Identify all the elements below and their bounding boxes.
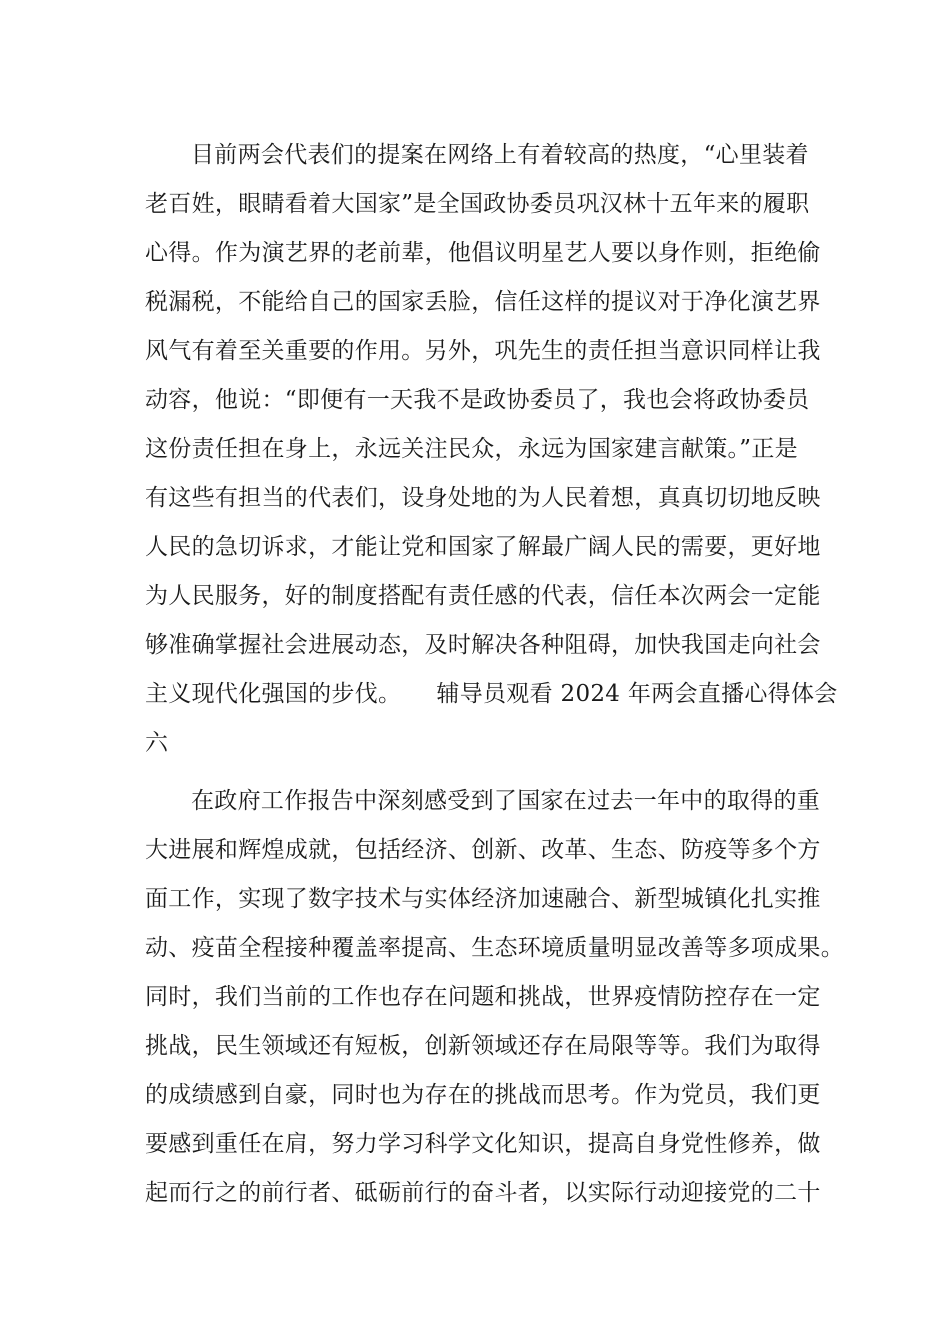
paragraph-line: 六 xyxy=(145,730,169,756)
paragraph-line: 目前两会代表们的提案在网络上有着较高的热度，“心里装着 xyxy=(191,142,809,168)
paragraph-line: 人民的急切诉求，才能让党和国家了解最广阔人民的需要，更好地 xyxy=(145,534,821,560)
paragraph-line: 动容，他说：“即便有一天我不是政协委员了，我也会将政协委员 xyxy=(145,387,810,413)
paragraph-line: 同时，我们当前的工作也存在问题和挑战，世界疫情防控存在一定 xyxy=(145,984,821,1010)
paragraph-line: 税漏税，不能给自己的国家丢脸，信任这样的提议对于净化演艺界 xyxy=(145,289,821,315)
paragraph-line: 挑战，民生领域还有短板，创新领域还存在局限等等。我们为取得 xyxy=(145,1033,821,1059)
paragraph-line: 风气有着至关重要的作用。另外，巩先生的责任担当意识同样让我 xyxy=(145,338,821,364)
paragraph-line: 在政府工作报告中深刻感受到了国家在过去一年中的取得的重 xyxy=(191,788,821,814)
paragraph-line: 这份责任担在身上，永远关注民众，永远为国家建言献策。”正是 xyxy=(145,436,798,462)
paragraph-line: 要感到重任在肩，努力学习科学文化知识，提高自身党性修养，做 xyxy=(145,1131,821,1157)
paragraph-line: 起而行之的前行者、砥砺前行的奋斗者，以实际行动迎接党的二十 xyxy=(145,1180,821,1206)
paragraph-line: 动、疫苗全程接种覆盖率提高、生态环境质量明显改善等多项成果。 xyxy=(145,935,844,961)
paragraph-line: 老百姓，眼睛看着大国家”是全国政协委员巩汉林十五年来的履职 xyxy=(145,191,810,217)
paragraph-line: 心得。作为演艺界的老前辈，他倡议明星艺人要以身作则，拒绝偷 xyxy=(145,240,821,266)
paragraph-line: 主义现代化强国的步伐。 辅导员观看 2024 年两会直播心得体会 xyxy=(145,681,838,707)
paragraph-line: 的成绩感到自豪，同时也为存在的挑战而思考。作为党员，我们更 xyxy=(145,1082,821,1108)
paragraph-line: 有这些有担当的代表们，设身处地的为人民着想，真真切切地反映 xyxy=(145,485,821,511)
paragraph-line: 为人民服务，好的制度搭配有责任感的代表，信任本次两会一定能 xyxy=(145,583,821,609)
paragraph-line: 面工作，实现了数字技术与实体经济加速融合、新型城镇化扎实推 xyxy=(145,886,821,912)
paragraph-line: 够准确掌握社会进展动态，及时解决各种阻碍，加快我国走向社会 xyxy=(145,632,821,658)
paragraph-line: 大进展和辉煌成就，包括经济、创新、改革、生态、防疫等多个方 xyxy=(145,837,821,863)
